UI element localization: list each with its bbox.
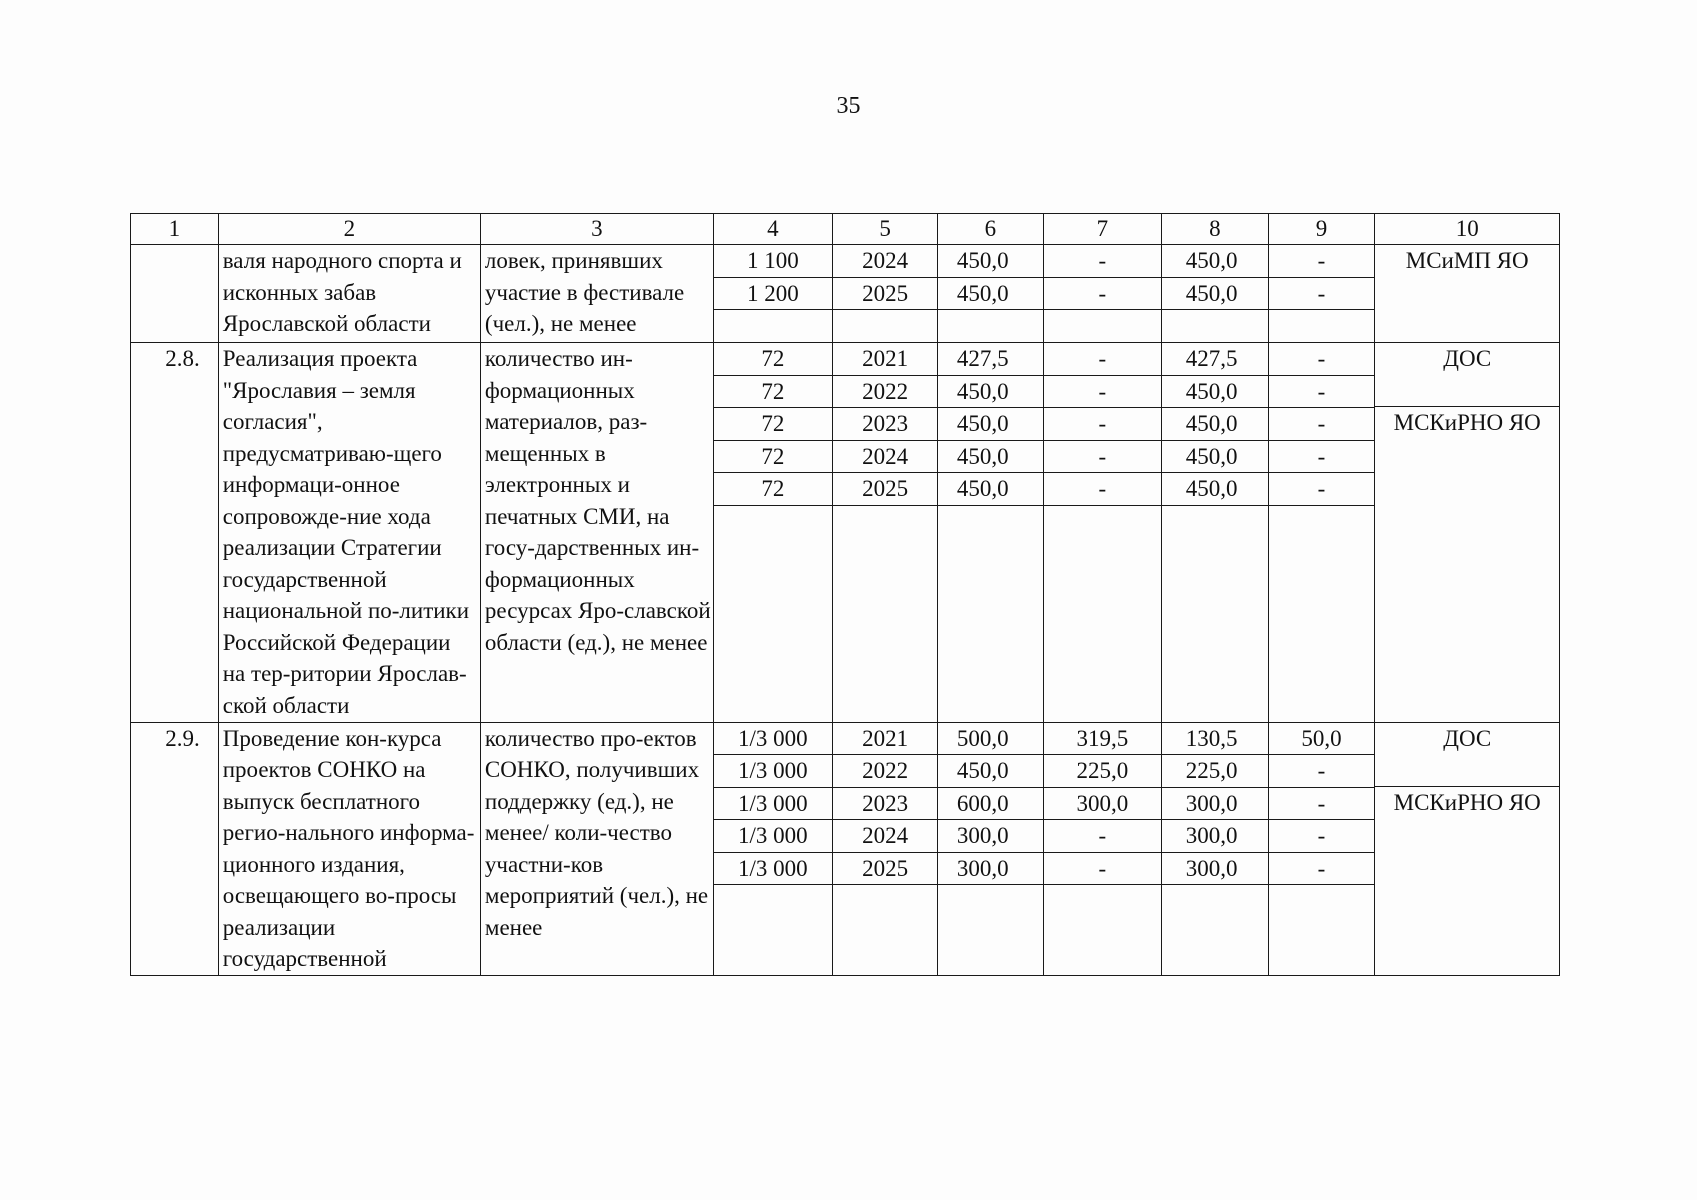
header-col-3: 3	[480, 214, 713, 245]
value-other: -	[1268, 408, 1374, 441]
measure-name: Реализация проекта "Ярославия – земля согласия", предусматриваю-щего информаци-онное сопровожде-ние хода реализации Стратегии государственной национальной по-литики Российской Федерации на тер-ритории Ярослав-ской области	[218, 343, 480, 723]
value-total: 450,0	[938, 408, 1043, 441]
value-regional: 450,0	[1162, 408, 1268, 441]
value-other: -	[1268, 440, 1374, 473]
responsible-cell	[1375, 343, 1560, 723]
header-col-8: 8	[1162, 214, 1268, 244]
row-number	[131, 245, 219, 343]
value-regional: 300,0	[1162, 787, 1268, 820]
values-grid	[714, 245, 1375, 342]
empty-cell	[938, 885, 1043, 976]
values-row	[714, 408, 1375, 441]
empty-cell	[1043, 310, 1162, 343]
value-total: 450,0	[938, 473, 1043, 506]
table-row	[131, 343, 1560, 723]
value-year: 2022	[832, 375, 937, 408]
empty-cell	[938, 310, 1043, 343]
value-federal: 225,0	[1043, 755, 1162, 788]
value-federal: -	[1043, 820, 1162, 853]
value-total: 450,0	[938, 277, 1043, 310]
header-col-10: 10	[1375, 214, 1560, 245]
values-row	[714, 440, 1375, 473]
responsible-executor: ДОС	[1375, 343, 1559, 407]
value-total: 450,0	[938, 440, 1043, 473]
value-planned: 72	[714, 440, 833, 473]
value-planned: 72	[714, 408, 833, 441]
header-col-1: 1	[131, 214, 219, 245]
values-row	[714, 820, 1375, 853]
empty-cell	[1043, 505, 1162, 722]
empty-cell	[832, 310, 937, 343]
value-total: 450,0	[938, 755, 1043, 788]
values-cell	[713, 245, 1375, 343]
value-planned: 1 100	[714, 245, 833, 277]
value-total: 300,0	[938, 852, 1043, 885]
responsible-executor: МСиМП ЯО	[1405, 248, 1529, 273]
empty-cell	[1043, 885, 1162, 976]
responsible-cell	[1375, 722, 1560, 976]
indicator-text: ловек, принявших участие в фестивале (чел.), не менее	[480, 245, 713, 343]
value-planned: 1/3 000	[714, 787, 833, 820]
empty-cell	[1162, 310, 1268, 343]
measure-name: Проведение кон-курса проектов СОНКО на выпуск бесплатного регио-нального информа-ционного издания, освещающего во-просы реализации государственной	[218, 722, 480, 976]
header-numbers-grid	[714, 214, 1375, 244]
values-row	[714, 343, 1375, 375]
values-cell	[713, 722, 1375, 976]
value-regional: 427,5	[1162, 343, 1268, 375]
values-row	[714, 245, 1375, 277]
value-federal: -	[1043, 245, 1162, 277]
header-col-7: 7	[1043, 214, 1162, 244]
responsible-cell	[1375, 245, 1560, 343]
value-total: 500,0	[938, 723, 1043, 755]
measures-table	[130, 213, 1560, 976]
value-year: 2023	[832, 408, 937, 441]
value-year: 2024	[832, 245, 937, 277]
value-regional: 300,0	[1162, 852, 1268, 885]
empty-cell	[714, 505, 833, 722]
value-planned: 72	[714, 473, 833, 506]
value-other: -	[1268, 473, 1374, 506]
value-regional: 450,0	[1162, 375, 1268, 408]
responsible-executor: МСКиРНО ЯО	[1393, 789, 1541, 815]
value-other: -	[1268, 852, 1374, 885]
empty-cell	[832, 505, 937, 722]
values-cell	[713, 343, 1375, 723]
page-number: 35	[836, 93, 861, 119]
value-federal: -	[1043, 375, 1162, 408]
values-grid	[714, 343, 1375, 722]
value-planned: 1/3 000	[714, 755, 833, 788]
empty-cell	[1268, 310, 1374, 343]
value-regional: 225,0	[1162, 755, 1268, 788]
values-row	[714, 787, 1375, 820]
value-federal: -	[1043, 408, 1162, 441]
value-federal: -	[1043, 473, 1162, 506]
value-year: 2024	[832, 820, 937, 853]
values-row	[714, 755, 1375, 788]
header-col-9: 9	[1268, 214, 1374, 244]
header-cols-4-9	[713, 214, 1375, 245]
value-total: 600,0	[938, 787, 1043, 820]
value-total: 450,0	[938, 375, 1043, 408]
value-other: -	[1268, 375, 1374, 408]
value-federal: 319,5	[1043, 723, 1162, 755]
values-row	[714, 723, 1375, 755]
value-federal: -	[1043, 852, 1162, 885]
value-other: 50,0	[1268, 723, 1374, 755]
header-col-4: 4	[767, 216, 779, 241]
value-other: -	[1268, 343, 1374, 375]
value-federal: 300,0	[1043, 787, 1162, 820]
table-row	[131, 722, 1560, 976]
empty-cell	[1268, 885, 1374, 976]
value-year: 2025	[832, 277, 937, 310]
measure-name: валя народного спорта и исконных забав Ярославской области	[218, 245, 480, 343]
values-filler-row	[714, 885, 1375, 976]
value-year: 2025	[832, 852, 937, 885]
empty-cell	[1162, 885, 1268, 976]
value-other: -	[1268, 820, 1374, 853]
value-year: 2024	[832, 440, 937, 473]
value-regional: 450,0	[1162, 473, 1268, 506]
responsible-executor: МСКиРНО ЯО	[1393, 410, 1541, 435]
value-year: 2025	[832, 473, 937, 506]
value-planned: 72	[714, 343, 833, 375]
empty-cell	[1162, 505, 1268, 722]
value-regional: 130,5	[1162, 723, 1268, 755]
header-col-6: 6	[938, 214, 1043, 244]
value-year: 2021	[832, 343, 937, 375]
values-row	[714, 375, 1375, 408]
values-grid	[714, 723, 1375, 976]
value-planned: 1/3 000	[714, 820, 833, 853]
value-federal: -	[1043, 277, 1162, 310]
value-total: 427,5	[938, 343, 1043, 375]
value-federal: -	[1043, 343, 1162, 375]
value-federal: -	[1043, 440, 1162, 473]
values-row	[714, 473, 1375, 506]
value-regional: 450,0	[1162, 277, 1268, 310]
value-planned: 1 200	[714, 277, 833, 310]
values-row	[714, 852, 1375, 885]
responsible-executor: ДОС	[1375, 723, 1559, 787]
header-col-2: 2	[218, 214, 480, 245]
value-other: -	[1268, 755, 1374, 788]
value-planned: 72	[714, 375, 833, 408]
empty-cell	[938, 505, 1043, 722]
values-row	[714, 277, 1375, 310]
column-numbers-row	[131, 214, 1560, 245]
values-filler-row	[714, 310, 1375, 343]
indicator-text: количество про-ектов СОНКО, получивших поддержку (ед.), не менее/ коли-чество участни-ков мероприятий (чел.), не менее	[480, 722, 713, 976]
value-regional: 300,0	[1162, 820, 1268, 853]
value-year: 2023	[832, 787, 937, 820]
value-year: 2022	[832, 755, 937, 788]
value-other: -	[1268, 277, 1374, 310]
value-other: -	[1268, 245, 1374, 277]
header-col-5: 5	[832, 214, 937, 244]
value-regional: 450,0	[1162, 245, 1268, 277]
empty-cell	[832, 885, 937, 976]
indicator-text: количество ин-формационных материалов, раз-мещенных в электронных и печатных СМИ, на госу-дарственных ин-формационных ресурсах Яро-славской области (ед.), не менее	[480, 343, 713, 723]
values-filler-row	[714, 505, 1375, 722]
empty-cell	[1268, 505, 1374, 722]
empty-cell	[714, 885, 833, 976]
row-number: 2.8.	[131, 343, 219, 723]
value-year: 2021	[832, 723, 937, 755]
empty-cell	[714, 310, 833, 343]
row-number: 2.9.	[131, 722, 219, 976]
value-total: 300,0	[938, 820, 1043, 853]
value-other: -	[1268, 787, 1374, 820]
value-regional: 450,0	[1162, 440, 1268, 473]
value-total: 450,0	[938, 245, 1043, 277]
table-row	[131, 245, 1560, 343]
value-planned: 1/3 000	[714, 852, 833, 885]
value-planned: 1/3 000	[714, 723, 833, 755]
